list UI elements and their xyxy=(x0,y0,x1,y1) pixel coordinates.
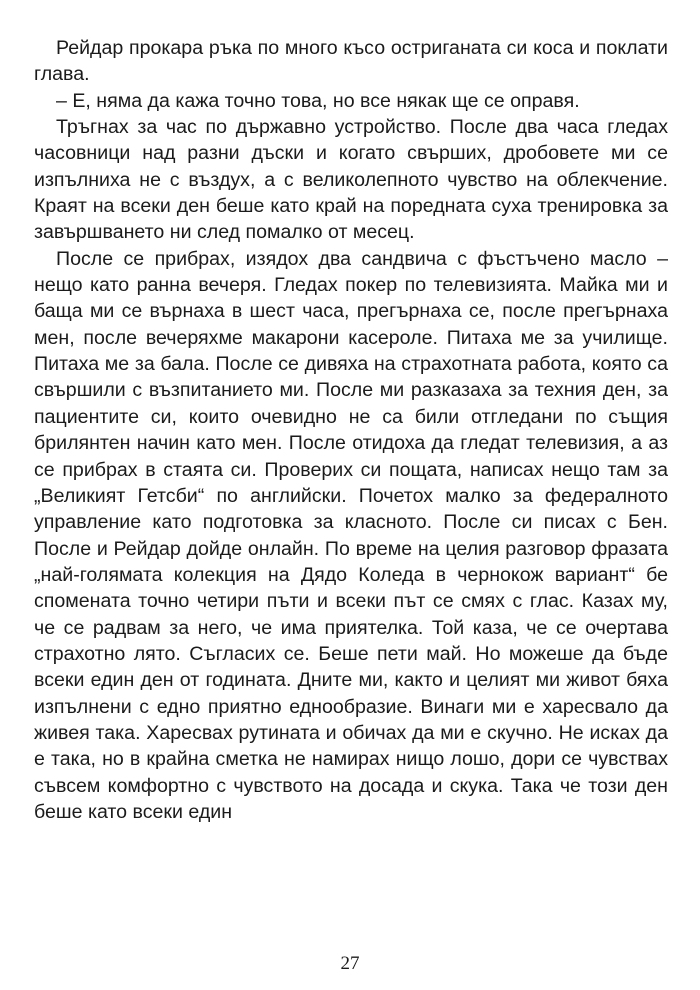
body-text xyxy=(34,35,668,825)
paragraph-3: Тръгнах за час по държавно устройство. После два часа гледах часовници над разни дъски и когато свърших, дробовете ми се изпълниха не с въздух, а с великолепното чувство на облекчение. Краят на всеки ден беше като край на поредната суха тренировка за завършването ни след помалко от месец. xyxy=(34,116,668,244)
paragraph-2: – Е, няма да кажа точно това, но все някак ще се оправя. xyxy=(56,89,580,112)
page-number: 27 xyxy=(340,953,360,974)
paragraph-1: Рейдар прокара ръка по много късо остриганата си коса и поклати глава. xyxy=(34,37,668,86)
paragraph-4: После се прибрах, изядох два сандвича с фъстъчено масло – нещо като ранна вечеря. Гледах покер по телевизията. Майка ми и баща ми се върнаха в шест часа, прегърнаха се, после прегърнаха мен, после вечеряхме макарони касероле. Питаха ме за училище. Питаха ме за бала. После се дивяха на страхотната работа, която са свършили с възпитанието ми. После ми разказаха за техния ден, за пациентите си, които очевидно не са били отгледани по същия брилянтен начин като мен. После отидоха да гледат телевизия, а аз се прибрах в стаята си. Проверих си пощата, написах нещо там за „Великият Гетсби“ по английски. Почетох малко за федералното управление като подготовка за класното. После си писах с Бен. После и Рейдар дойде онлайн. По време на целия разговор фразата „най-голямата колекция на Дядо Коледа в чернокож вариант“ бе спомената точно четири пъти и всеки път се смях с глас. Казах му, че се радвам за него, че има приятелка. Той каза, че се очертава страхотно лято. Съгласих се. Беше пети май. Но можеше да бъде всеки един ден от годината. Дните ми, както и целият ми живот бяха изпълнени с едно приятно еднообразие. Винаги ми е харесвало да живея така. Харесвах рутината и обичах да ми е скучно. Не исках да е така, но в крайна сметка не намирах нищо лошо, дори се чувствах съвсем комфортно с чувството на досада и скука. Така че този ден беше като всеки един xyxy=(34,247,668,823)
